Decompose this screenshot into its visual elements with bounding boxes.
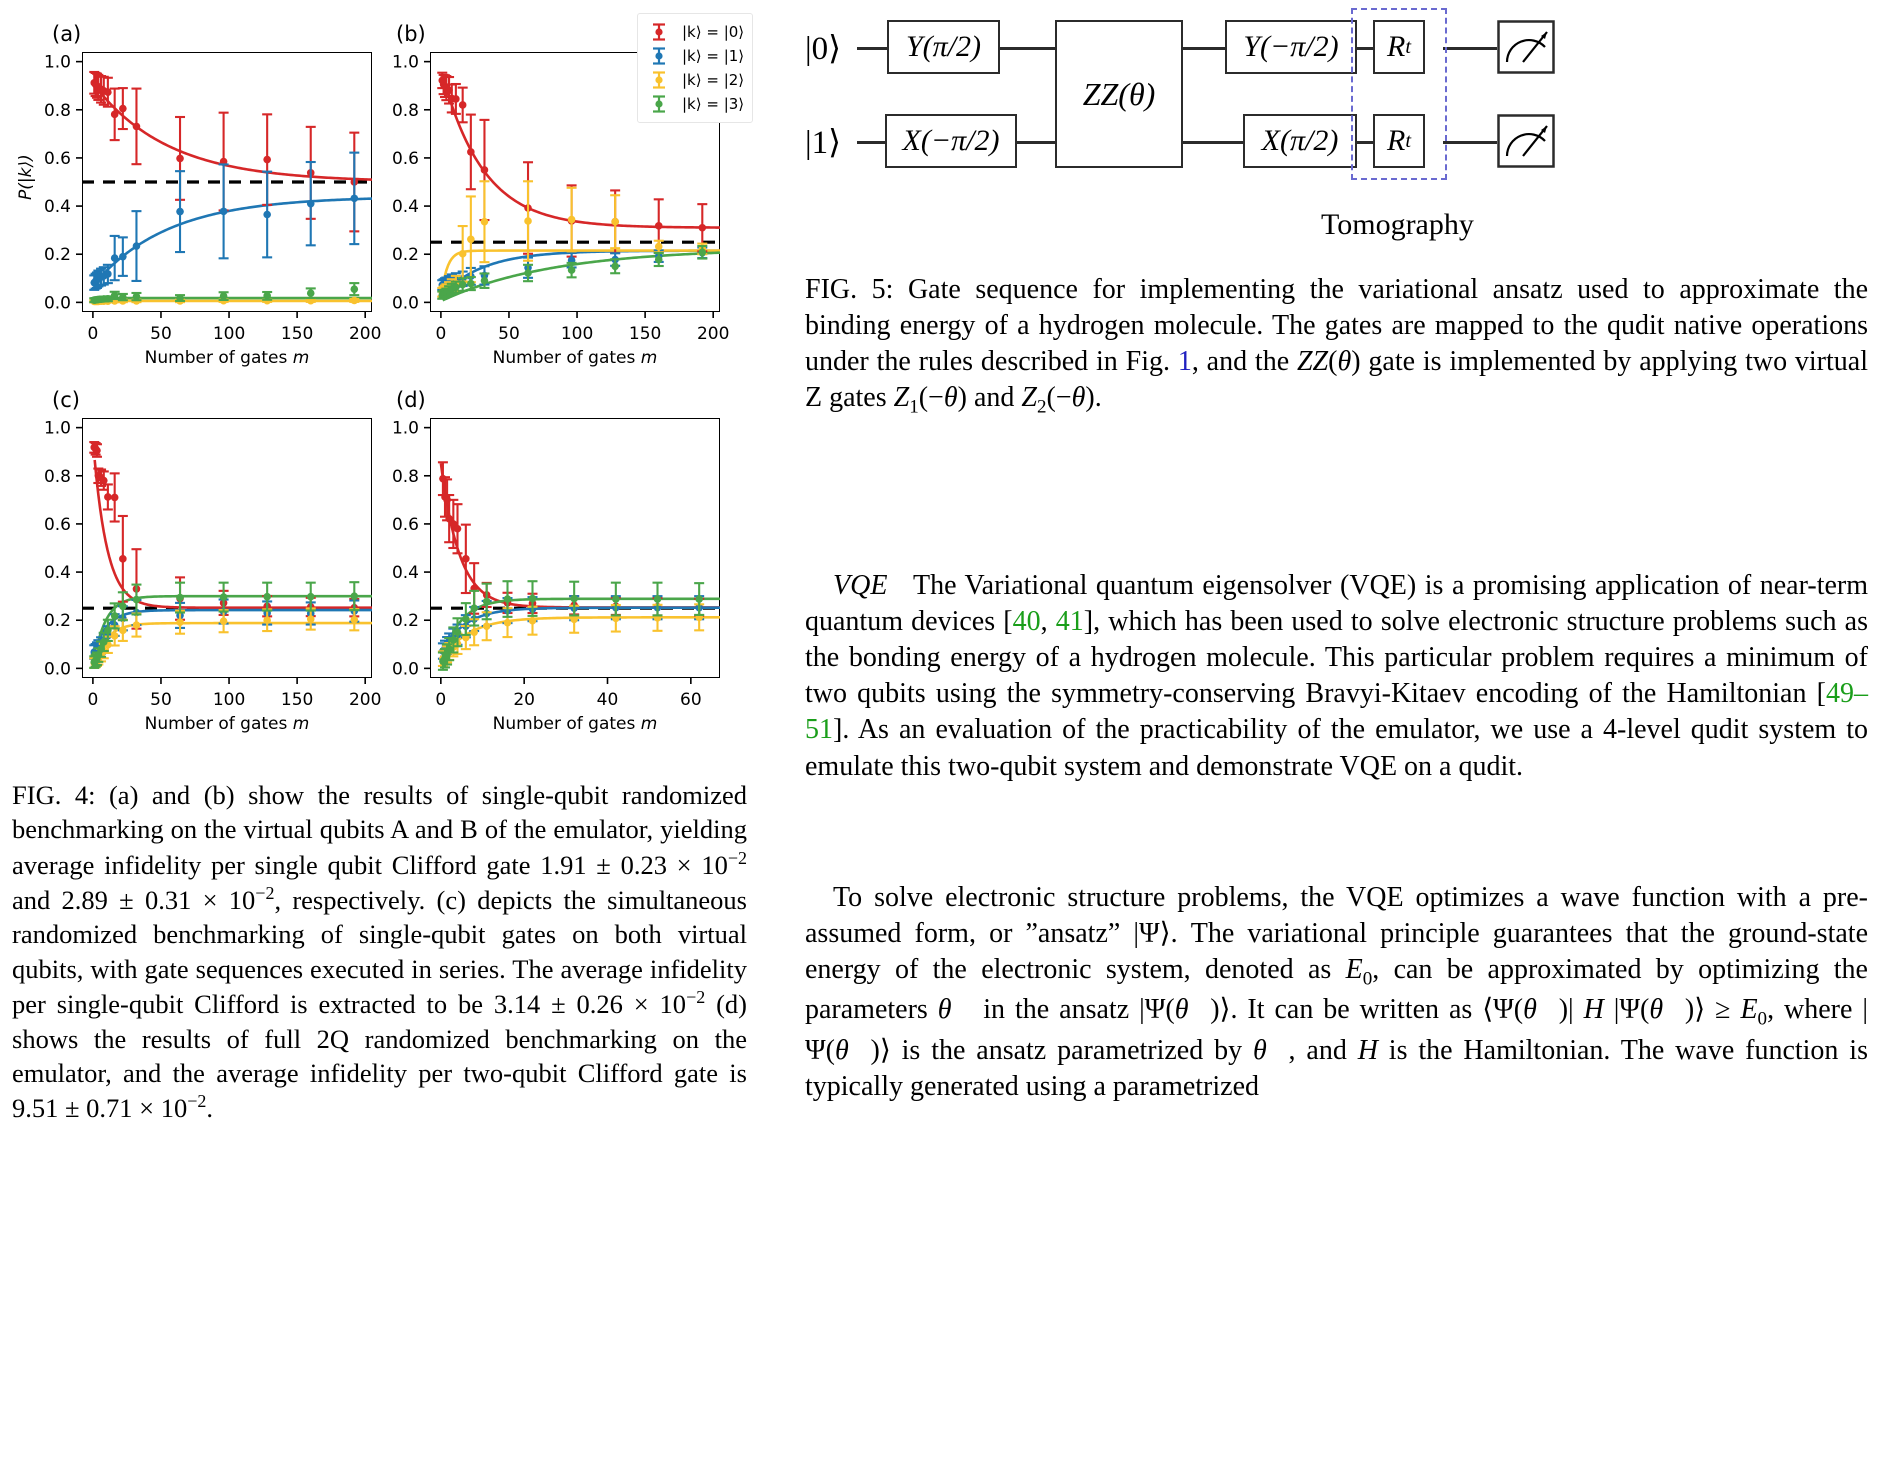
wire-bot-4: [1443, 141, 1497, 144]
y-tick-label: 0.6: [43, 514, 71, 535]
y-tick-label: 0.4: [391, 563, 419, 584]
qubit-0-ket: |0⟩: [805, 31, 841, 67]
data-point: [133, 123, 141, 131]
x-tick-label: 60: [680, 690, 702, 710]
y-tick-label: 0.4: [43, 563, 71, 584]
x-tick-label: 50: [150, 324, 172, 344]
ref-fig-1[interactable]: 1: [1177, 346, 1192, 378]
data-point: [263, 593, 271, 601]
x-tick-label: 40: [596, 690, 619, 710]
data-point: [220, 292, 228, 300]
data-point: [176, 594, 184, 602]
x-tick-label: 150: [280, 690, 314, 710]
data-point: [176, 208, 184, 216]
vqe-heading: VQE: [833, 570, 888, 601]
y-tick-label: 0.6: [391, 148, 419, 169]
data-point: [119, 105, 127, 113]
data-point: [655, 243, 663, 251]
y-tick-label: 0.2: [391, 245, 419, 266]
data-point: [100, 477, 108, 485]
legend-label: |k⟩ = |0⟩: [682, 23, 745, 41]
panel-c-label: (c): [52, 388, 80, 412]
gate-y-pi-2[interactable]: Y(π/2): [887, 20, 1000, 74]
gate-rt-top[interactable]: [1373, 20, 1425, 74]
x-tick-label: 0: [435, 324, 447, 344]
panel-c-plot: [0, 370, 390, 750]
x-tick-label: 200: [348, 324, 382, 344]
wire-bot-0: [857, 141, 885, 144]
data-point: [93, 447, 101, 455]
data-point: [481, 166, 489, 174]
data-point: [176, 294, 184, 302]
data-point: [459, 250, 467, 258]
data-point: [111, 494, 119, 502]
x-tick-label: 100: [212, 690, 246, 710]
data-point: [655, 256, 663, 264]
panel-c-xlabel: Number of gates m: [144, 714, 310, 734]
data-point: [104, 270, 112, 278]
data-point: [529, 617, 537, 625]
rt-top-sub: t: [1405, 35, 1411, 58]
data-point: [220, 617, 228, 625]
y-tick-label: 0.8: [43, 466, 71, 487]
data-point: [263, 616, 271, 624]
data-point: [568, 266, 576, 274]
tomography-label: Tomography: [1321, 208, 1474, 241]
panel-d-plot: [350, 370, 750, 750]
panel-b-label: (b): [396, 22, 426, 46]
data-point: [570, 615, 578, 623]
y-tick-label: 0.2: [391, 611, 419, 632]
data-point: [655, 222, 663, 230]
data-point: [307, 200, 315, 208]
data-point: [133, 293, 141, 301]
panel-c: [0, 370, 390, 750]
y-tick-label: 0.0: [391, 293, 419, 314]
data-point: [119, 555, 127, 563]
data-point: [612, 595, 620, 603]
panel-d-xlabel: Number of gates m: [492, 714, 658, 734]
ref-41[interactable]: 41: [1055, 606, 1084, 638]
x-tick-label: 0: [87, 324, 99, 344]
data-point: [263, 292, 271, 300]
y-tick-label: 0.0: [391, 659, 419, 680]
data-point: [611, 262, 619, 270]
y-tick-label: 0.8: [43, 100, 71, 121]
data-point: [529, 595, 537, 603]
x-tick-label: 200: [348, 690, 382, 710]
x-tick-label: 150: [280, 324, 314, 344]
data-point: [111, 612, 119, 620]
legend-label: |k⟩ = |3⟩: [682, 95, 745, 113]
measure-icon-bottom: [1497, 114, 1555, 168]
y-tick-label: 1.0: [43, 52, 71, 73]
rt-bot-sub: t: [1405, 129, 1411, 152]
gate-y-minus-pi-2[interactable]: Y(−π/2): [1225, 20, 1357, 74]
wire-top-2: [1183, 47, 1225, 50]
data-point: [483, 598, 491, 606]
data-point: [611, 218, 619, 226]
data-point: [307, 289, 315, 297]
x-tick-label: 0: [87, 690, 99, 710]
data-point: [111, 111, 119, 119]
data-point: [462, 615, 470, 623]
qubit-1-ket: |1⟩: [805, 125, 841, 161]
x-tick-label: 100: [560, 324, 594, 344]
data-point: [699, 248, 707, 256]
data-point: [467, 235, 475, 243]
data-point: [524, 217, 532, 225]
data-point: [695, 595, 703, 603]
legend-label: |k⟩ = |1⟩: [682, 47, 745, 65]
data-point: [481, 218, 489, 226]
data-point: [263, 211, 271, 219]
figure-4-caption: FIG. 4: (a) and (b) show the results of single-qubit randomized benchmarking on the virtual qubits A and B of the emulator, yielding average infidelity per single qubit Clifford gate $1.91 \pm 0.23 \times 10^{-2}$ and $2.89 \pm 0.31 \times 10^{-2}$, respectively. (c) depicts the simultaneous randomized benchmarking of single-qubit gates on both virtual qubits, with gate sequences executed in series. The average infidelity per single-qubit Clifford is extracted to be $3.14 \pm 0.26 \times 10^{-2}$ (d) shows the results of full 2Q randomized benchmarking on the emulator, and the average infidelity per two-qubit Clifford gate is $9.51 \pm 0.71 \times 10^{-2}$.: [12, 780, 748, 1124]
data-point: [462, 555, 470, 563]
fit-curve: [441, 463, 720, 607]
gate-rt-bottom[interactable]: [1373, 114, 1425, 168]
right-column: [795, 0, 1882, 1478]
panel-a-label: (a): [52, 22, 82, 46]
gate-zz-theta[interactable]: ZZ(θ): [1055, 20, 1183, 168]
legend-marker-icon: [644, 94, 674, 114]
data-point: [119, 602, 127, 610]
data-point: [699, 224, 707, 232]
data-point: [481, 277, 489, 285]
legend: [637, 13, 753, 123]
data-point: [133, 596, 141, 604]
panel-b-xlabel: Number of gates m: [492, 348, 658, 368]
measure-icon-top: [1497, 20, 1555, 74]
data-point: [654, 595, 662, 603]
data-point: [119, 293, 127, 301]
panel-a-plot: [0, 0, 390, 380]
panel-a-ylabel: P(|k⟩): [16, 154, 36, 200]
ref-49-51[interactable]: 49–51: [805, 678, 1868, 746]
data-point: [307, 615, 315, 623]
y-tick-label: 0.4: [43, 197, 71, 218]
data-point: [504, 595, 512, 603]
paragraph-vqe: VQE The Variational quantum eigensolver (VQE) is a promising application of near-term quantum devices [40, 41], which has been used to solve electronic structure problems such as the bonding energy of a hydrogen molecule. This particular problem requires a minimum of two qubits using the symmetry-conserving Bravyi-Kitaev encoding of the Hamiltonian [49–51]. As an evaluation of the practicability of the emulator, we use a 4-level qudit system to emulate this two-qubit system and demonstrate VQE on a qudit.: [805, 570, 1869, 782]
data-point: [111, 632, 119, 640]
x-tick-label: 150: [628, 324, 662, 344]
data-point: [459, 101, 467, 109]
x-tick-label: 50: [150, 690, 172, 710]
y-tick-label: 0.8: [391, 466, 419, 487]
legend-item: [644, 92, 744, 116]
data-point: [459, 281, 467, 289]
panel-d-label: (d): [396, 388, 426, 412]
x-tick-label: 200: [696, 324, 730, 344]
legend-item: [644, 44, 744, 68]
gate-x-pi-2[interactable]: X(π/2): [1243, 114, 1357, 168]
legend-marker-icon: [644, 46, 674, 66]
y-tick-label: 1.0: [391, 418, 419, 439]
circuit-diagram: [795, 0, 1882, 241]
wire-bot-2: [1183, 141, 1243, 144]
data-point: [263, 156, 271, 164]
paragraph-ansatz: To solve electronic structure problems, the VQE optimizes a wave function with a pre-assumed form, or ”ansatz” |Ψ⟩. The variational principle guarantees that the ground-state energy of the electronic system, denoted as $E_0$, can be approximated by optimizing the parameters θ⃗ in the ansatz |Ψ(θ⃗)⟩. It can be written as ⟨Ψ(θ⃗)| H |Ψ(θ⃗)⟩ ≥ $E_0$, where |Ψ(θ⃗)⟩ is the ansatz parametrized by θ⃗, and H is the Hamiltonian. The wave function is typically generated using a parametrized: [805, 882, 1868, 1102]
panel-d: [350, 370, 750, 750]
rt-top-label: R: [1387, 30, 1406, 63]
wire-bot-1: [1017, 141, 1055, 144]
legend-marker-icon: [644, 22, 674, 42]
y-tick-label: 1.0: [391, 52, 419, 73]
data-point: [568, 216, 576, 224]
data-point: [220, 208, 228, 216]
data-point: [307, 593, 315, 601]
data-point: [176, 618, 184, 626]
legend-label: |k⟩ = |2⟩: [682, 71, 745, 89]
legend-item: [644, 68, 744, 92]
wire-top-4: [1443, 47, 1497, 50]
data-point: [133, 621, 141, 629]
y-tick-label: 0.0: [43, 293, 71, 314]
data-point: [524, 269, 532, 277]
left-column: [0, 0, 780, 1478]
data-point: [504, 619, 512, 627]
y-tick-label: 0.6: [391, 514, 419, 535]
data-point: [111, 292, 119, 300]
data-point: [111, 254, 119, 262]
data-point: [450, 636, 458, 644]
legend-item: [644, 20, 744, 44]
wire-top-1: [1000, 47, 1055, 50]
data-point: [470, 604, 478, 612]
legend-marker-icon: [644, 70, 674, 90]
data-point: [220, 593, 228, 601]
figure-4-grid: [0, 0, 780, 760]
y-tick-label: 0.0: [43, 659, 71, 680]
panel-a-xlabel: Number of gates m: [144, 348, 310, 368]
wire-top-0: [857, 47, 887, 50]
fit-curve: [441, 617, 720, 660]
data-point: [454, 628, 462, 636]
x-tick-label: 100: [212, 324, 246, 344]
y-tick-label: 0.2: [43, 611, 71, 632]
data-point: [176, 155, 184, 163]
data-point: [119, 627, 127, 635]
data-point: [454, 525, 462, 533]
data-point: [467, 148, 475, 156]
data-point: [570, 595, 578, 603]
ref-40[interactable]: 40: [1012, 606, 1041, 638]
data-point: [119, 253, 127, 261]
gate-x-minus-pi-2[interactable]: X(−π/2): [885, 114, 1017, 168]
fit-curve: [441, 608, 720, 654]
data-point: [467, 280, 475, 288]
data-point: [483, 622, 491, 630]
x-tick-label: 50: [498, 324, 520, 344]
y-tick-label: 1.0: [43, 418, 71, 439]
x-tick-label: 20: [513, 690, 535, 710]
y-tick-label: 0.4: [391, 197, 419, 218]
data-point: [133, 242, 141, 250]
data-point: [104, 493, 112, 501]
figure-5-caption: FIG. 5: Gate sequence for implementing the variational ansatz used to approximate the binding energy of a hydrogen molecule. The gates are mapped to the qudit native operations under the rules described in Fig. 1, and the ZZ(θ) gate is implemented by applying two virtual Z gates $Z_1(-\theta)$ and $Z_2(-\theta)$.: [805, 274, 1868, 418]
y-tick-label: 0.2: [43, 245, 71, 266]
data-point: [452, 95, 460, 103]
y-tick-label: 0.8: [391, 100, 419, 121]
rt-bot-label: R: [1387, 124, 1406, 157]
panel-a: [0, 0, 390, 380]
x-tick-label: 0: [435, 690, 447, 710]
data-point: [470, 628, 478, 636]
y-tick-label: 0.6: [43, 148, 71, 169]
